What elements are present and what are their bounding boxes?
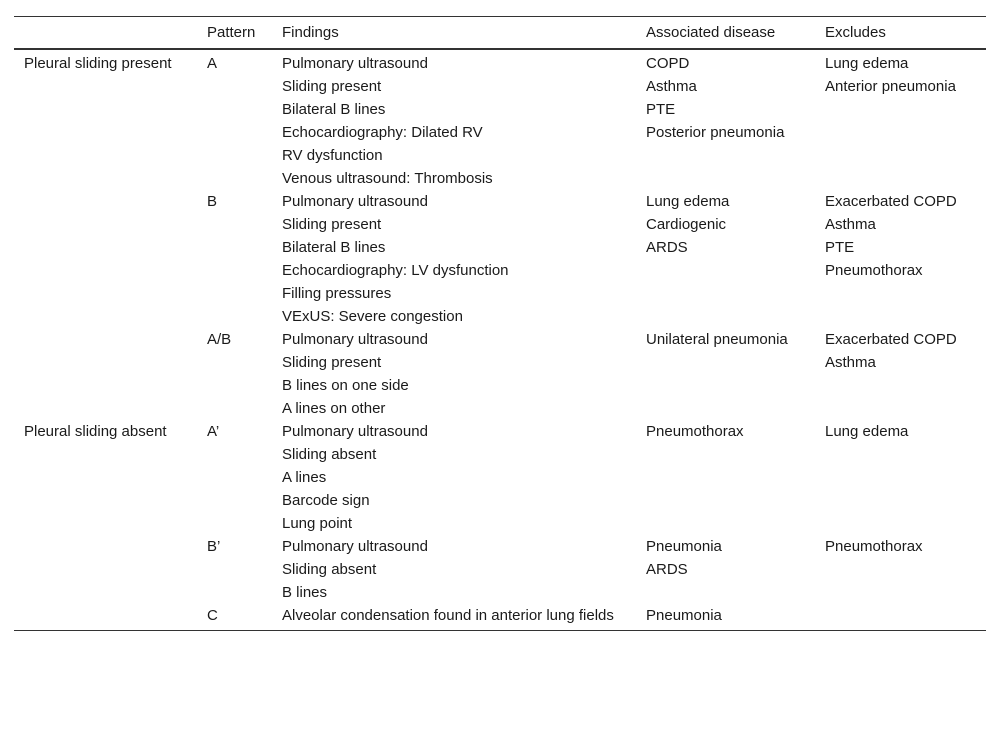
- table-row: [14, 213, 986, 236]
- cell-associated-disease: [636, 466, 815, 489]
- cell-finding: A lines on other: [282, 400, 386, 417]
- cell-finding: Barcode sign: [282, 492, 370, 509]
- cell-finding: Pulmonary ultrasound: [282, 55, 428, 72]
- table-row: [14, 167, 986, 190]
- cell-associated-disease: [636, 305, 815, 328]
- cell-pattern: C: [207, 607, 218, 624]
- cell-excludes: [815, 466, 986, 489]
- cell-pleural-sliding: [14, 512, 197, 535]
- cell-pattern: [197, 259, 272, 282]
- cell-pleural-sliding: [14, 466, 197, 489]
- cell-associated-disease: [636, 351, 815, 374]
- cell-pleural-sliding: [14, 489, 197, 512]
- cell-associated-disease: Pneumonia: [646, 607, 722, 624]
- cell-finding: VExUS: Severe congestion: [282, 308, 463, 325]
- cell-finding: Pulmonary ultrasound: [282, 193, 428, 210]
- cell-pattern: [197, 397, 272, 420]
- cell-associated-disease: PTE: [646, 101, 676, 118]
- cell-finding: Echocardiography: LV dysfunction: [282, 262, 509, 279]
- cell-excludes: Asthma: [825, 354, 876, 371]
- cell-pleural-sliding: [14, 236, 197, 259]
- cell-pattern: [197, 121, 272, 144]
- cell-pattern: [197, 236, 272, 259]
- cell-excludes: Pneumothorax: [825, 538, 923, 555]
- table-row: [14, 190, 986, 213]
- cell-excludes: Anterior pneumonia: [825, 78, 956, 95]
- cell-finding: Echocardiography: Dilated RV: [282, 124, 483, 141]
- table-row: [14, 49, 986, 75]
- table-row: [14, 512, 986, 535]
- cell-excludes: [815, 305, 986, 328]
- cell-associated-disease: ARDS: [646, 239, 688, 256]
- cell-associated-disease: [636, 144, 815, 167]
- header-row: [14, 17, 986, 50]
- cell-pattern: [197, 558, 272, 581]
- cell-associated-disease: [636, 167, 815, 190]
- table-row: [14, 259, 986, 282]
- header-excludes: Excludes: [815, 17, 986, 50]
- cell-pattern: [197, 98, 272, 121]
- cell-pattern: [197, 581, 272, 604]
- cell-finding: B lines on one side: [282, 377, 409, 394]
- cell-associated-disease: [636, 397, 815, 420]
- cell-pattern: A/B: [207, 331, 232, 348]
- cell-finding: Filling pressures: [282, 285, 392, 302]
- cell-pattern: [197, 374, 272, 397]
- cell-associated-disease: [636, 489, 815, 512]
- cell-excludes: [815, 604, 986, 631]
- cell-pattern: A’: [207, 423, 220, 440]
- cell-excludes: [815, 397, 986, 420]
- cell-excludes: Exacerbated COPD: [825, 331, 957, 348]
- cell-pleural-sliding: [14, 213, 197, 236]
- cell-pleural-sliding: [14, 374, 197, 397]
- cell-pattern: B’: [207, 538, 221, 555]
- cell-finding: Lung point: [282, 515, 353, 532]
- cell-excludes: [815, 512, 986, 535]
- table-row: [14, 75, 986, 98]
- table-row: [14, 98, 986, 121]
- cell-finding: Sliding absent: [282, 561, 377, 578]
- cell-pleural-sliding: [14, 351, 197, 374]
- cell-finding: B lines: [282, 584, 328, 601]
- cell-pleural-sliding: Pleural sliding absent: [24, 423, 167, 440]
- cell-excludes: [815, 121, 986, 144]
- cell-pleural-sliding: [14, 167, 197, 190]
- cell-associated-disease: Posterior pneumonia: [646, 124, 785, 141]
- cell-associated-disease: Unilateral pneumonia: [646, 331, 788, 348]
- cell-finding: A lines: [282, 469, 327, 486]
- cell-finding: Pulmonary ultrasound: [282, 331, 428, 348]
- cell-associated-disease: Pneumonia: [646, 538, 722, 555]
- table-header: [14, 17, 986, 50]
- cell-finding: Alveolar condensation found in anterior lung fields: [282, 607, 614, 624]
- cell-pattern: [197, 305, 272, 328]
- cell-finding: Sliding absent: [282, 446, 377, 463]
- cell-associated-disease: [636, 581, 815, 604]
- cell-pleural-sliding: [14, 282, 197, 305]
- cell-associated-disease: Lung edema: [646, 193, 730, 210]
- cell-pleural-sliding: [14, 121, 197, 144]
- table-row: [14, 144, 986, 167]
- cell-finding: Venous ultrasound: Thrombosis: [282, 170, 493, 187]
- cell-excludes: [815, 489, 986, 512]
- table-row: [14, 443, 986, 466]
- header-pattern: Pattern: [197, 17, 272, 50]
- cell-associated-disease: [636, 282, 815, 305]
- cell-pleural-sliding: [14, 259, 197, 282]
- table-row: [14, 282, 986, 305]
- cell-finding: Sliding present: [282, 354, 382, 371]
- lung-ultrasound-table: [14, 16, 986, 631]
- cell-associated-disease: [636, 259, 815, 282]
- table-row: [14, 374, 986, 397]
- cell-associated-disease: Asthma: [646, 78, 697, 95]
- table-row: [14, 397, 986, 420]
- cell-finding: Pulmonary ultrasound: [282, 538, 428, 555]
- cell-excludes: PTE: [825, 239, 855, 256]
- cell-pleural-sliding: [14, 144, 197, 167]
- header-sliding: [14, 17, 197, 50]
- cell-finding: Sliding present: [282, 78, 382, 95]
- table-row: [14, 489, 986, 512]
- cell-pleural-sliding: [14, 443, 197, 466]
- table-row: [14, 121, 986, 144]
- table-row: [14, 420, 986, 443]
- table-row: [14, 466, 986, 489]
- table-row: [14, 351, 986, 374]
- cell-finding: RV dysfunction: [282, 147, 383, 164]
- table-row: [14, 236, 986, 259]
- cell-pattern: [197, 466, 272, 489]
- cell-pattern: [197, 75, 272, 98]
- cell-pattern: A: [207, 55, 218, 72]
- table-body: [14, 49, 986, 631]
- cell-pattern: [197, 489, 272, 512]
- cell-associated-disease: Pneumothorax: [646, 423, 744, 440]
- header-findings: Findings: [272, 17, 636, 50]
- header-associated-disease: Associated disease: [636, 17, 815, 50]
- cell-excludes: Exacerbated COPD: [825, 193, 957, 210]
- cell-excludes: [815, 144, 986, 167]
- table-row: [14, 535, 986, 558]
- cell-excludes: Pneumothorax: [825, 262, 923, 279]
- table-row: [14, 328, 986, 351]
- cell-pleural-sliding: [14, 558, 197, 581]
- cell-pleural-sliding: [14, 98, 197, 121]
- cell-associated-disease: [636, 374, 815, 397]
- table-row: [14, 558, 986, 581]
- cell-finding: Bilateral B lines: [282, 239, 386, 256]
- cell-finding: Pulmonary ultrasound: [282, 423, 428, 440]
- cell-excludes: [815, 167, 986, 190]
- cell-excludes: Lung edema: [825, 423, 909, 440]
- cell-pattern: [197, 443, 272, 466]
- cell-excludes: Lung edema: [825, 55, 909, 72]
- cell-pleural-sliding: [14, 305, 197, 328]
- cell-pattern: B: [207, 193, 218, 210]
- cell-pattern: [197, 213, 272, 236]
- cell-pleural-sliding: [14, 328, 197, 351]
- cell-excludes: [815, 374, 986, 397]
- cell-pleural-sliding: [14, 604, 197, 631]
- cell-pattern: [197, 512, 272, 535]
- cell-excludes: [815, 282, 986, 305]
- cell-pattern: [197, 144, 272, 167]
- table-row: [14, 604, 986, 631]
- cell-associated-disease: COPD: [646, 55, 690, 72]
- cell-pleural-sliding: [14, 535, 197, 558]
- cell-excludes: Asthma: [825, 216, 876, 233]
- cell-finding: Sliding present: [282, 216, 382, 233]
- cell-pleural-sliding: [14, 75, 197, 98]
- cell-associated-disease: [636, 512, 815, 535]
- cell-excludes: [815, 98, 986, 121]
- table-row: [14, 305, 986, 328]
- cell-pleural-sliding: [14, 190, 197, 213]
- cell-pleural-sliding: [14, 581, 197, 604]
- table-row: [14, 581, 986, 604]
- cell-associated-disease: [636, 443, 815, 466]
- cell-excludes: [815, 443, 986, 466]
- cell-finding: Bilateral B lines: [282, 101, 386, 118]
- cell-pleural-sliding: [14, 397, 197, 420]
- cell-pleural-sliding: Pleural sliding present: [24, 55, 172, 72]
- cell-pattern: [197, 167, 272, 190]
- cell-associated-disease: Cardiogenic: [646, 216, 727, 233]
- cell-associated-disease: ARDS: [646, 561, 688, 578]
- cell-excludes: [815, 581, 986, 604]
- cell-pattern: [197, 282, 272, 305]
- cell-excludes: [815, 558, 986, 581]
- cell-pattern: [197, 351, 272, 374]
